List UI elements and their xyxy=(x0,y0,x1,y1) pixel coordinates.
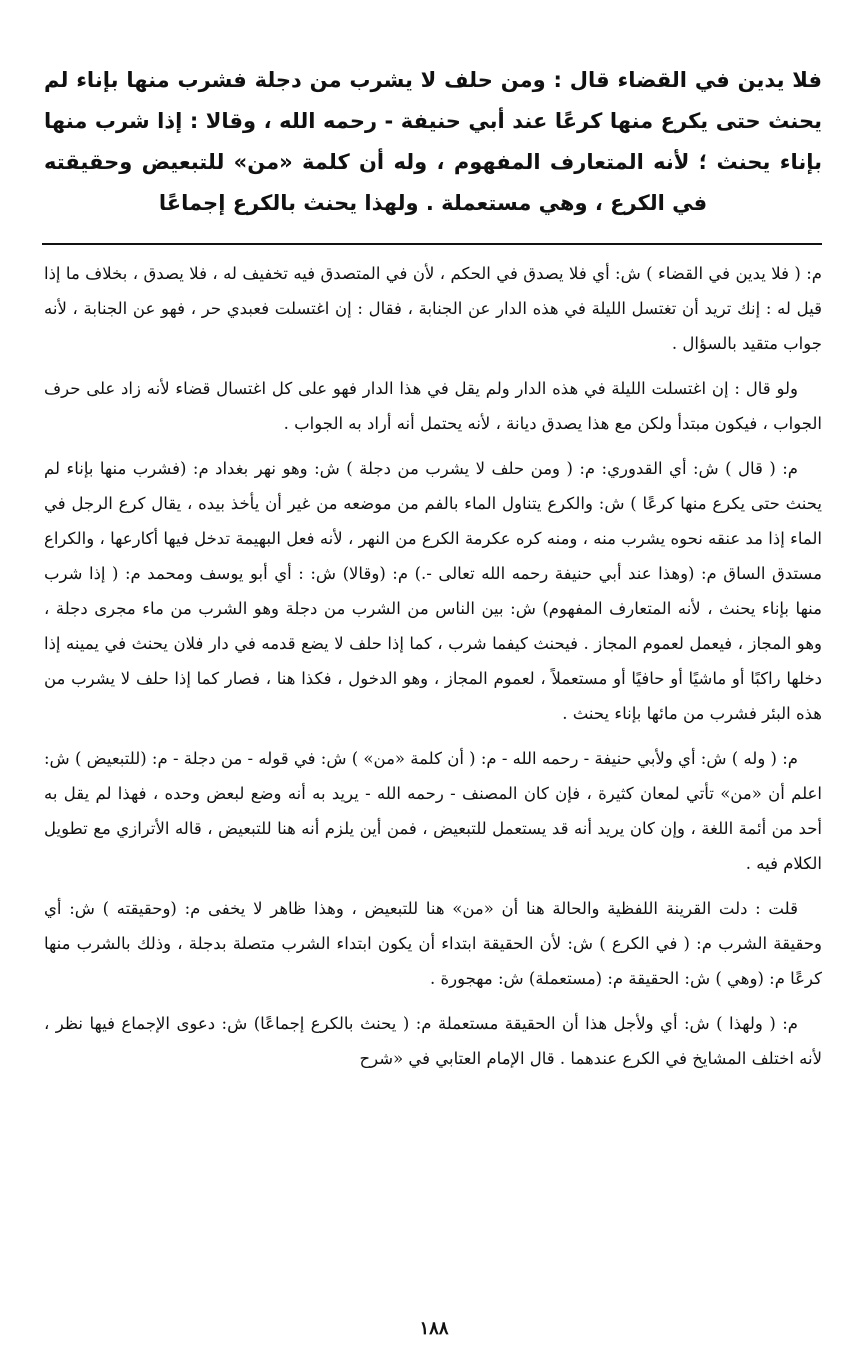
commentary-paragraph: م: ( قال ) ش: أي القدوري: م: ( ومن حلف لا يشرب من دجلة ) ش: وهو نهر بغداد م: (فشرب منها بإناء لم يحنث حتى يكرع منها كرعًا ) ش: والكرع يتناول الماء بالفم من موضعه من غير أن يأخذ بيده ، يقال كرع الرجل في الماء إذا مد عنقه نحوه يشرب منه ، ومنه كره عكرمة الكرع من النهر ، لأنه فعل البهيمة تدخل فيها أكارعها ، والكراع مستدق الساق م: (وهذا عند أبي حنيفة رحمه الله تعالى -.) م: (وقالا) ش: : أي أبو يوسف ومحمد م: ( إذا شرب منها بإناء يحنث ، لأنه المتعارف المفهوم) ش: بين الناس من الشرب من دجلة وهو الشرب من ماء مجرى دجلة ، وهو المجاز ، فيعمل لعموم المجاز . فيحنث كيفما شرب ، كما إذا حلف لا يضع قدمه في دار فلان يحنث في يمينه إذا دخلها راكبًا أو ماشيًا أو حافيًا أو مستعملاً ، لعموم المجاز ، وهو الدخول ، فكذا هنا ، فصار كما إذا حلف لا يشرب من هذه البئر فشرب من مائها بإناء يحنث . xyxy=(44,459,823,723)
commentary-paragraph: م: ( ولهذا ) ش: أي ولأجل هذا أن الحقيقة مستعملة م: ( يحنث بالكرع إجماعًا) ش: دعوى الإجماع فيها نظر ، لأنه اختلف المشايخ في الكرع عندهما . قال الإمام العتابي في «شرح xyxy=(44,1014,822,1068)
commentary-paragraph: م: ( فلا يدين في القضاء ) ش: أي فلا يصدق في الحكم ، لأن في المتصدق فيه تخفيف له ، فلا يصدق ، بخلاف ما إذا قيل له : إنك تريد أن تغتسل الليلة في هذه الدار عن الجنابة ، فقال : إن اغتسلت فعبدي حر ، فهو عن الجنابة ، لأنه جواب متقيد بالسؤال . xyxy=(44,264,822,353)
section-divider xyxy=(42,243,822,245)
commentary xyxy=(44,256,822,1086)
page-number: ١٨٨ xyxy=(419,1318,449,1339)
commentary-paragraph: ولو قال : إن اغتسلت الليلة في هذه الدار ولم يقل في هذا الدار فهو على كل اغتسال قضاء لأنه زاد على حرف الجواب ، فيكون مبتدأ ولكن مع هذا يصدق ديانة ، لأنه يحتمل أنه أراد به الجواب . xyxy=(44,379,822,433)
commentary-paragraph: قلت : دلت القرينة اللفظية والحالة هنا أن «من» هنا للتبعيض ، وهذا ظاهر لا يخفى م: (وحقيقته ) ش: أي وحقيقة الشرب م: ( في الكرع ) ش: لأن الحقيقة ابتداء أن يكون ابتداء الشرب متصلة بدجلة ، وذلك بالشرب منها كرعًا م: (وهي ) ش: الحقيقة م: (مستعملة) ش: مهجورة . xyxy=(44,899,822,988)
commentary-paragraph: م: ( وله ) ش: أي ولأبي حنيفة - رحمه الله - م: ( أن كلمة «من» ) ش: في قوله - من دجلة - م: (للتبعيض ) ش: اعلم أن «من» تأتي لمعان كثيرة ، فإن كان المصنف - رحمه الله - يريد به أنه وضع لبعض وحده ، فهذا لم يقل به أحد من أئمة اللغة ، وإن كان يريد أنه قد يستعمل للتبعيض ، فمن أين يلزم أنه هنا للتبعيض ، قاله الأترازي مع تطويل الكلام فيه . xyxy=(44,749,822,873)
matn-text: فلا يدين في القضاء قال : ومن حلف لا يشرب من دجلة فشرب منها بإناء لم يحنث حتى يكرع منها كرعًا عند أبي حنيفة - رحمه الله ، وقالا : إذا شرب منها بإناء يحنث ؛ لأنه المتعارف المفهوم ، وله أن كلمة «من» للتبعيض وحقيقته في الكرع ، وهي مستعملة . ولهذا يحنث بالكرع إجماعًا xyxy=(44,68,822,215)
